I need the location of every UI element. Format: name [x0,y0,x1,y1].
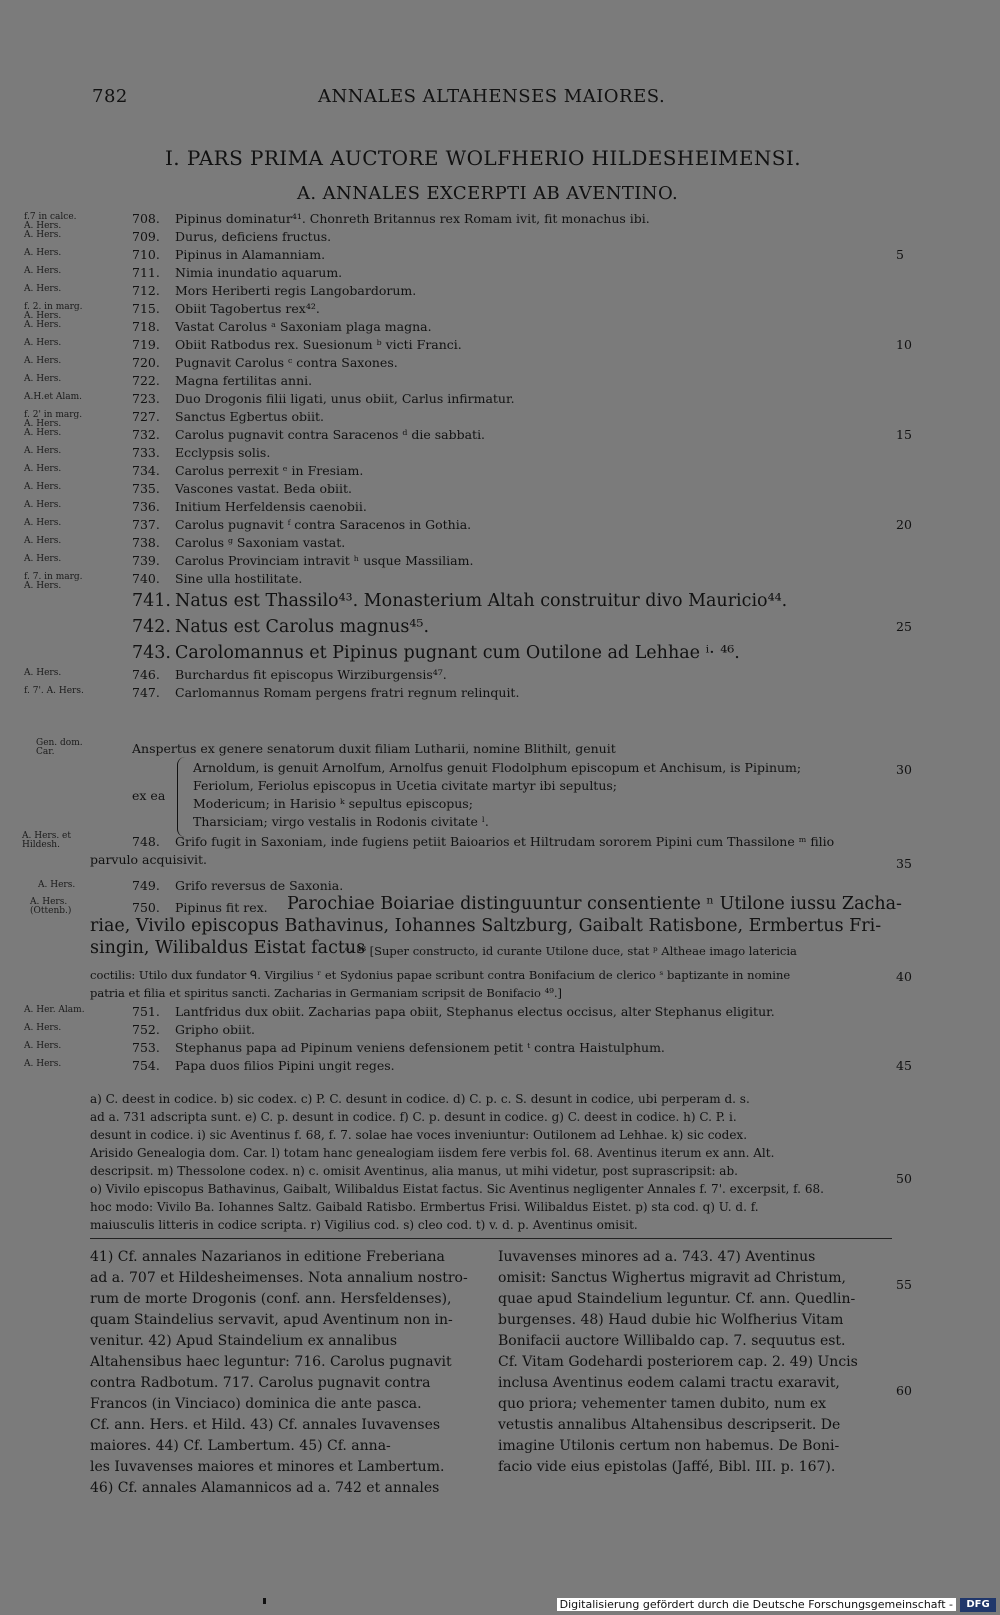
commentary-line: rum de morte Drogonis (conf. ann. Hersfeldenses), [90,1291,452,1307]
annal-entry [0,390,1000,408]
entry-text: Duo Drogonis filii ligati, unus obiit, Carlus infirmatur. [175,391,515,406]
entry-text-large: singin, Wilibaldus Eistat factus [90,938,366,958]
entry-margin-note: f. 7'. A. Hers. [24,686,84,696]
entry-text: Vascones vastat. Beda obiit. [175,481,353,496]
genealogy-item: Tharsiciam; virgo vestalis in Rodonis civitate ˡ. [193,814,489,829]
entry-text: Carolus pugnavit ᶠ contra Saracenos in Gothia. [175,517,472,532]
entry-text: Pipinus in Alamanniam. [175,247,326,262]
entry-margin-note: f. 2' in marg. A. Hers. [24,410,83,429]
annal-entry [0,552,1000,570]
entry-year: 740. [132,571,160,586]
entry-year: 722. [132,373,160,388]
footnote-line: a) C. deest in codice. b) sic codex. c) P. C. desunt in codice. d) C. p. c. S. desunt in codice, ubi perperam d. s. [90,1092,750,1106]
commentary-line: ad a. 707 et Hildesheimenses. Nota annalium nostro- [90,1270,468,1286]
annal-entry [0,614,1000,640]
entry-year: 746. [132,667,160,682]
entry-year: 742. [132,617,171,637]
page-number: 782 [92,86,128,107]
annal-entry [0,372,1000,390]
entry-margin-note: A. Hers. (Ottenb.) [30,897,72,916]
annal-entries [0,210,1000,702]
line-number: 35 [896,856,912,871]
entry-text: Obiit Tagobertus rex⁴². [175,301,320,316]
entry-text: Burchardus fit episcopus Wirziburgensis⁴⁷. [175,667,447,682]
entry-text: Carolus perrexit ᵉ in Fresiam. [175,463,364,478]
entry-text-large: Parochiae Boiariae distinguuntur consentiente ⁿ Utilone iussu Zacha- [287,894,902,914]
entry-text: Pugnavit Carolus ᶜ contra Saxones. [175,355,398,370]
commentary-line: 46) Cf. annales Alamannicos ad a. 742 et annales [90,1480,440,1496]
footnote-line: hoc modo: Vivilo Ba. Iohannes Saltz. Gaibald Ratisbo. Ermbertus Frisi. Wilibaldus Eistet. p) sta cod. q) U. d. f. [90,1200,759,1214]
entry-year: 747. [132,685,160,700]
commentary-line: maiores. 44) Cf. Lambertum. 45) Cf. anna- [90,1438,391,1454]
commentary-line: contra Radbotum. 717. Carolus pugnavit contra [90,1375,431,1391]
entry-margin-note: A. Hers. [24,500,62,510]
entry-margin-note: A. Hers. [24,1059,62,1069]
entry-margin-note: A. Hers. [24,518,62,528]
entry-margin-note: A. Hers. [24,356,62,366]
scan-mark [263,1598,266,1604]
entry-margin-note: A. Hers. [24,338,62,348]
footnote-line: desunt in codice. i) sic Aventinus f. 68, f. 7. solae hae voces inveniuntur: Outilonem ad Lehhae. k) sic codex. [90,1128,748,1142]
commentary-line: quae apud Staindelium leguntur. Cf. ann. Quedlin- [498,1291,856,1307]
entry-text: Sanctus Egbertus obiit. [175,409,325,424]
commentary-line: omisit: Sanctus Wighertus migravit ad Christum, [498,1270,846,1286]
footnote-line: maiusculis litteris in codice scripta. r) Vigilius cod. s) cleo cod. t) v. d. p. Aventinus omisit. [90,1218,638,1232]
entry-text: Stephanus papa ad Pipinum veniens defensionem petit ᵗ contra Haistulphum. [175,1040,665,1055]
annal-entry [0,684,1000,702]
entry-year: 708. [132,211,160,226]
commentary-line: quam Staindelius servavit, apud Aventinum non in- [90,1312,453,1328]
footnote-line: Arisido Genealogia dom. Car. l) totam hanc genealogiam iisdem fere verbis fol. 68. Aventinus iterum ex ann. Alt. [90,1146,775,1160]
annal-entry [0,444,1000,462]
entry-year: 750. [132,900,160,915]
entry-text: Grifo fugit in Saxoniam, inde fugiens petiit Baioarios et Hiltrudam sororem Pipini cum Thassilone ᵐ filio [175,834,835,849]
entry-text: ᵒ· ⁴⁸ [Super constructo, id curante Utilone duce, stat ᵖ Altheae imago latericia [345,944,797,958]
commentary-line: Altahensibus haec leguntur: 716. Carolus pugnavit [90,1354,452,1370]
entry-text-large: riae, Vivilo episcopus Bathavinus, Iohannes Saltzburg, Gaibalt Ratisbone, Ermbertus Fri- [90,916,882,936]
entry-margin-note: A. Hers. [24,536,62,546]
entry-margin-note: A. Hers. et Hildesh. [22,831,71,850]
entry-year: 753. [132,1040,160,1055]
entry-margin-note: A. Hers. [24,446,62,456]
footnote-line: descripsit. m) Thessolone codex. n) c. omisit Aventinus, alia manus, ut mihi videtur, post suprascripsit: ab. [90,1164,738,1178]
entry-year: 710. [132,247,160,262]
part-heading: I. PARS PRIMA AUCTORE WOLFHERIO HILDESHEIMENSI. [165,146,801,170]
dfg-logo: DFG [960,1598,996,1612]
genealogy-intro: Anspertus ex genere senatorum duxit filiam Lutharii, nomine Blithilt, genuit [132,741,616,756]
entry-year: 743. [132,643,171,663]
annal-entry [0,282,1000,300]
entry-margin-note: f.7 in calce. A. Hers. [24,212,77,231]
entry-text: Carolus ᵍ Saxoniam vastat. [175,535,346,550]
entry-text: Ecclypsis solis. [175,445,271,460]
entry-year: 739. [132,553,160,568]
commentary-line: imagine Utilonis certum non habemus. De Boni- [498,1438,840,1454]
footnote-line: o) Vivilo episcopus Bathavinus, Gaibalt, Wilibaldus Eistat factus. Sic Aventinus negligenter Annales f. 7'. excerpsit, f. 68. [90,1182,824,1196]
entry-text: Mors Heriberti regis Langobardorum. [175,283,417,298]
annal-entry [0,588,1000,614]
genealogy-margin-note: Gen. dom. Car. [36,738,83,757]
entry-text: patria et filia et spiritus sancti. Zacharias in Germaniam scripsit de Bonifacio ⁴⁹.] [90,986,562,1000]
line-number: 5 [896,247,904,262]
annal-entry [0,534,1000,552]
annal-entry [0,666,1000,684]
entry-text: Gripho obiit. [175,1022,256,1037]
entry-year: 733. [132,445,160,460]
annal-entry [0,640,1000,666]
line-number: 20 [896,517,912,532]
line-number: 55 [896,1277,912,1292]
line-number: 50 [896,1171,912,1186]
entry-margin-note: A. Hers. [38,880,76,890]
entry-text: Natus est Carolus magnus⁴⁵. [175,617,430,637]
entry-text: coctilis: Utilo dux fundator ᑫ. Virgilius ʳ et Sydonius papae scribunt contra Bonifacium de clerico ˢ baptizante in nomine [90,968,791,982]
commentary-left-column [90,1247,485,1499]
entry-text: Magna fertilitas anni. [175,373,313,388]
commentary-line: les Iuvavenses maiores et minores et Lambertum. [90,1459,445,1475]
entry-margin-note: A. Hers. [24,482,62,492]
entry-text: Papa duos filios Pipini ungit reges. [175,1058,395,1073]
entry-margin-note: A.H.et Alam. [24,392,83,402]
annal-entry [0,426,1000,444]
entry-text: Natus est Thassilo⁴³. Monasterium Altah construitur divo Mauricio⁴⁴. [175,591,788,611]
entry-year: 727. [132,409,160,424]
entry-year: 723. [132,391,160,406]
entry-year: 718. [132,319,160,334]
footnote-line: ad a. 731 adscripta sunt. e) C. p. desunt in codice. f) C. p. desunt in codice. g) C. deest in codice. h) C. P. i. [90,1110,737,1124]
annal-entry [0,246,1000,264]
entry-year: 720. [132,355,160,370]
entry-year: 709. [132,229,160,244]
genealogy-ex-ea: ex ea [132,788,166,803]
genealogy-brace [177,757,188,837]
digitization-credit: Digitalisierung gefördert durch die Deutsche Forschungsgemeinschaft - [557,1598,956,1611]
critical-apparatus [90,1090,890,1234]
entry-margin-note: A. Hers. [24,320,62,330]
annal-entry [0,318,1000,336]
entry-margin-note: A. Hers. [24,428,62,438]
entry-year: 737. [132,517,160,532]
entry-margin-note: A. Hers. [24,284,62,294]
section-heading: A. ANNALES EXCERPTI AB AVENTINO. [297,183,679,204]
line-number: 40 [896,969,912,984]
entry-text: Initium Herfeldensis caenobii. [175,499,367,514]
entry-text: Carolus Provinciam intravit ʰ usque Massiliam. [175,553,474,568]
entry-year: 751. [132,1004,160,1019]
entry-year: 715. [132,301,160,316]
entry-year: 748. [132,834,160,849]
entry-text: Carolomannus et Pipinus pugnant cum Outilone ad Lehhae ⁱ· ⁴⁶. [175,643,740,663]
entry-year: 738. [132,535,160,550]
annal-entry [0,408,1000,429]
line-number: 25 [896,619,912,634]
annal-entry [0,210,1000,231]
commentary-line: Cf. ann. Hers. et Hild. 43) Cf. annales Iuvavenses [90,1417,441,1433]
annal-entry [0,1021,1000,1039]
commentary-right-column [498,1247,893,1478]
annal-entry [0,462,1000,480]
entry-margin-note: A. Hers. [24,248,62,258]
entry-year: 754. [132,1058,160,1073]
entry-text: Durus, deficiens fructus. [175,229,332,244]
annal-entry [0,1039,1000,1057]
line-number: 15 [896,427,912,442]
line-number: 30 [896,762,912,777]
commentary-line: inclusa Aventinus eodem calami tractu exaravit, [498,1375,840,1391]
entry-margin-note: A. Hers. [24,230,62,240]
entry-year: 749. [132,878,160,893]
entry-margin-note: A. Hers. [24,464,62,474]
entry-text: Nimia inundatio aquarum. [175,265,343,280]
annal-entry [0,516,1000,534]
commentary-line: vetustis annalibus Altahensibus descripserit. De [498,1417,841,1433]
commentary-line: quo priora; vehementer tamen dubito, num ex [498,1396,827,1412]
entry-margin-note: f. 7. in marg. A. Hers. [24,572,83,591]
entry-text: Pipinus fit rex. [175,900,268,915]
entry-text: Carolus pugnavit contra Saracenos ᵈ die sabbati. [175,427,486,442]
line-number: 45 [896,1058,912,1073]
entry-year: 719. [132,337,160,352]
annal-entries-late [0,1003,1000,1075]
annal-entry [0,1003,1000,1021]
entry-margin-note: A. Hers. [24,374,62,384]
line-number: 60 [896,1383,912,1398]
entry-margin-note: A. Her. Alam. [24,1005,85,1015]
annal-entry [0,300,1000,321]
genealogy-item: Modericum; in Harisio ᵏ sepultus episcopus; [193,796,473,811]
genealogy-item: Feriolum, Feriolus episcopus in Ucetia civitate martyr ibi sepultus; [193,778,618,793]
entry-text: Lantfridus dux obiit. Zacharias papa obiit, Stephanus electus occisus, alter Stephanus eligitur. [175,1004,775,1019]
commentary-line: Bonifacii auctore Willibaldo cap. 7. sequutus est. [498,1333,846,1349]
entry-text: Carlomannus Romam pergens fratri regnum relinquit. [175,685,520,700]
annal-entry [0,354,1000,372]
entry-year: 732. [132,427,160,442]
entry-year: 734. [132,463,160,478]
annal-entry [0,570,1000,591]
entry-text: Pipinus dominatur⁴¹. Chonreth Britannus rex Romam ivit, fit monachus ibi. [175,211,650,226]
commentary-line: burgenses. 48) Haud dubie hic Wolfherius Vitam [498,1312,844,1328]
line-number: 10 [896,337,912,352]
entry-margin-note: A. Hers. [24,668,62,678]
entry-margin-note: f. 2. in marg. A. Hers. [24,302,83,321]
entry-year: 736. [132,499,160,514]
entry-text: Vastat Carolus ᵃ Saxoniam plaga magna. [175,319,432,334]
commentary-line: venitur. 42) Apud Staindelium ex annalibus [90,1333,398,1349]
footnote-divider [90,1238,892,1239]
entry-text: Sine ulla hostilitate. [175,571,303,586]
entry-year: 741. [132,591,171,611]
annal-entry [0,480,1000,498]
annal-entry [0,498,1000,516]
running-title: ANNALES ALTAHENSES MAIORES. [318,86,666,107]
commentary-line: Cf. Vitam Godehardi posteriorem cap. 2. 49) Uncis [498,1354,858,1370]
annal-entry [0,336,1000,354]
commentary-line: facio vide eius epistolas (Jaffé, Bibl. III. p. 167). [498,1459,836,1475]
commentary-line: 41) Cf. annales Nazarianos in editione Freberiana [90,1249,445,1265]
annal-entry [0,1057,1000,1075]
entry-margin-note: A. Hers. [24,554,62,564]
entry-year: 712. [132,283,160,298]
entry-text: parvulo acquisivit. [90,852,208,867]
entry-margin-note: A. Hers. [24,1023,62,1033]
entry-year: 752. [132,1022,160,1037]
entry-margin-note: A. Hers. [24,266,62,276]
commentary-line: Francos (in Vinciaco) dominica die ante pasca. [90,1396,422,1412]
commentary-line: Iuvavenses minores ad a. 743. 47) Aventinus [498,1249,816,1265]
annal-entry [0,228,1000,246]
entry-text: Grifo reversus de Saxonia. [175,878,344,893]
annal-entry [0,264,1000,282]
entry-text: Obiit Ratbodus rex. Suesionum ᵇ victi Franci. [175,337,462,352]
entry-year: 711. [132,265,160,280]
genealogy-item: Arnoldum, is genuit Arnolfum, Arnolfus genuit Flodolphum episcopum et Anchisum, is Pipinum; [193,760,802,775]
entry-margin-note: A. Hers. [24,1041,62,1051]
entry-year: 735. [132,481,160,496]
